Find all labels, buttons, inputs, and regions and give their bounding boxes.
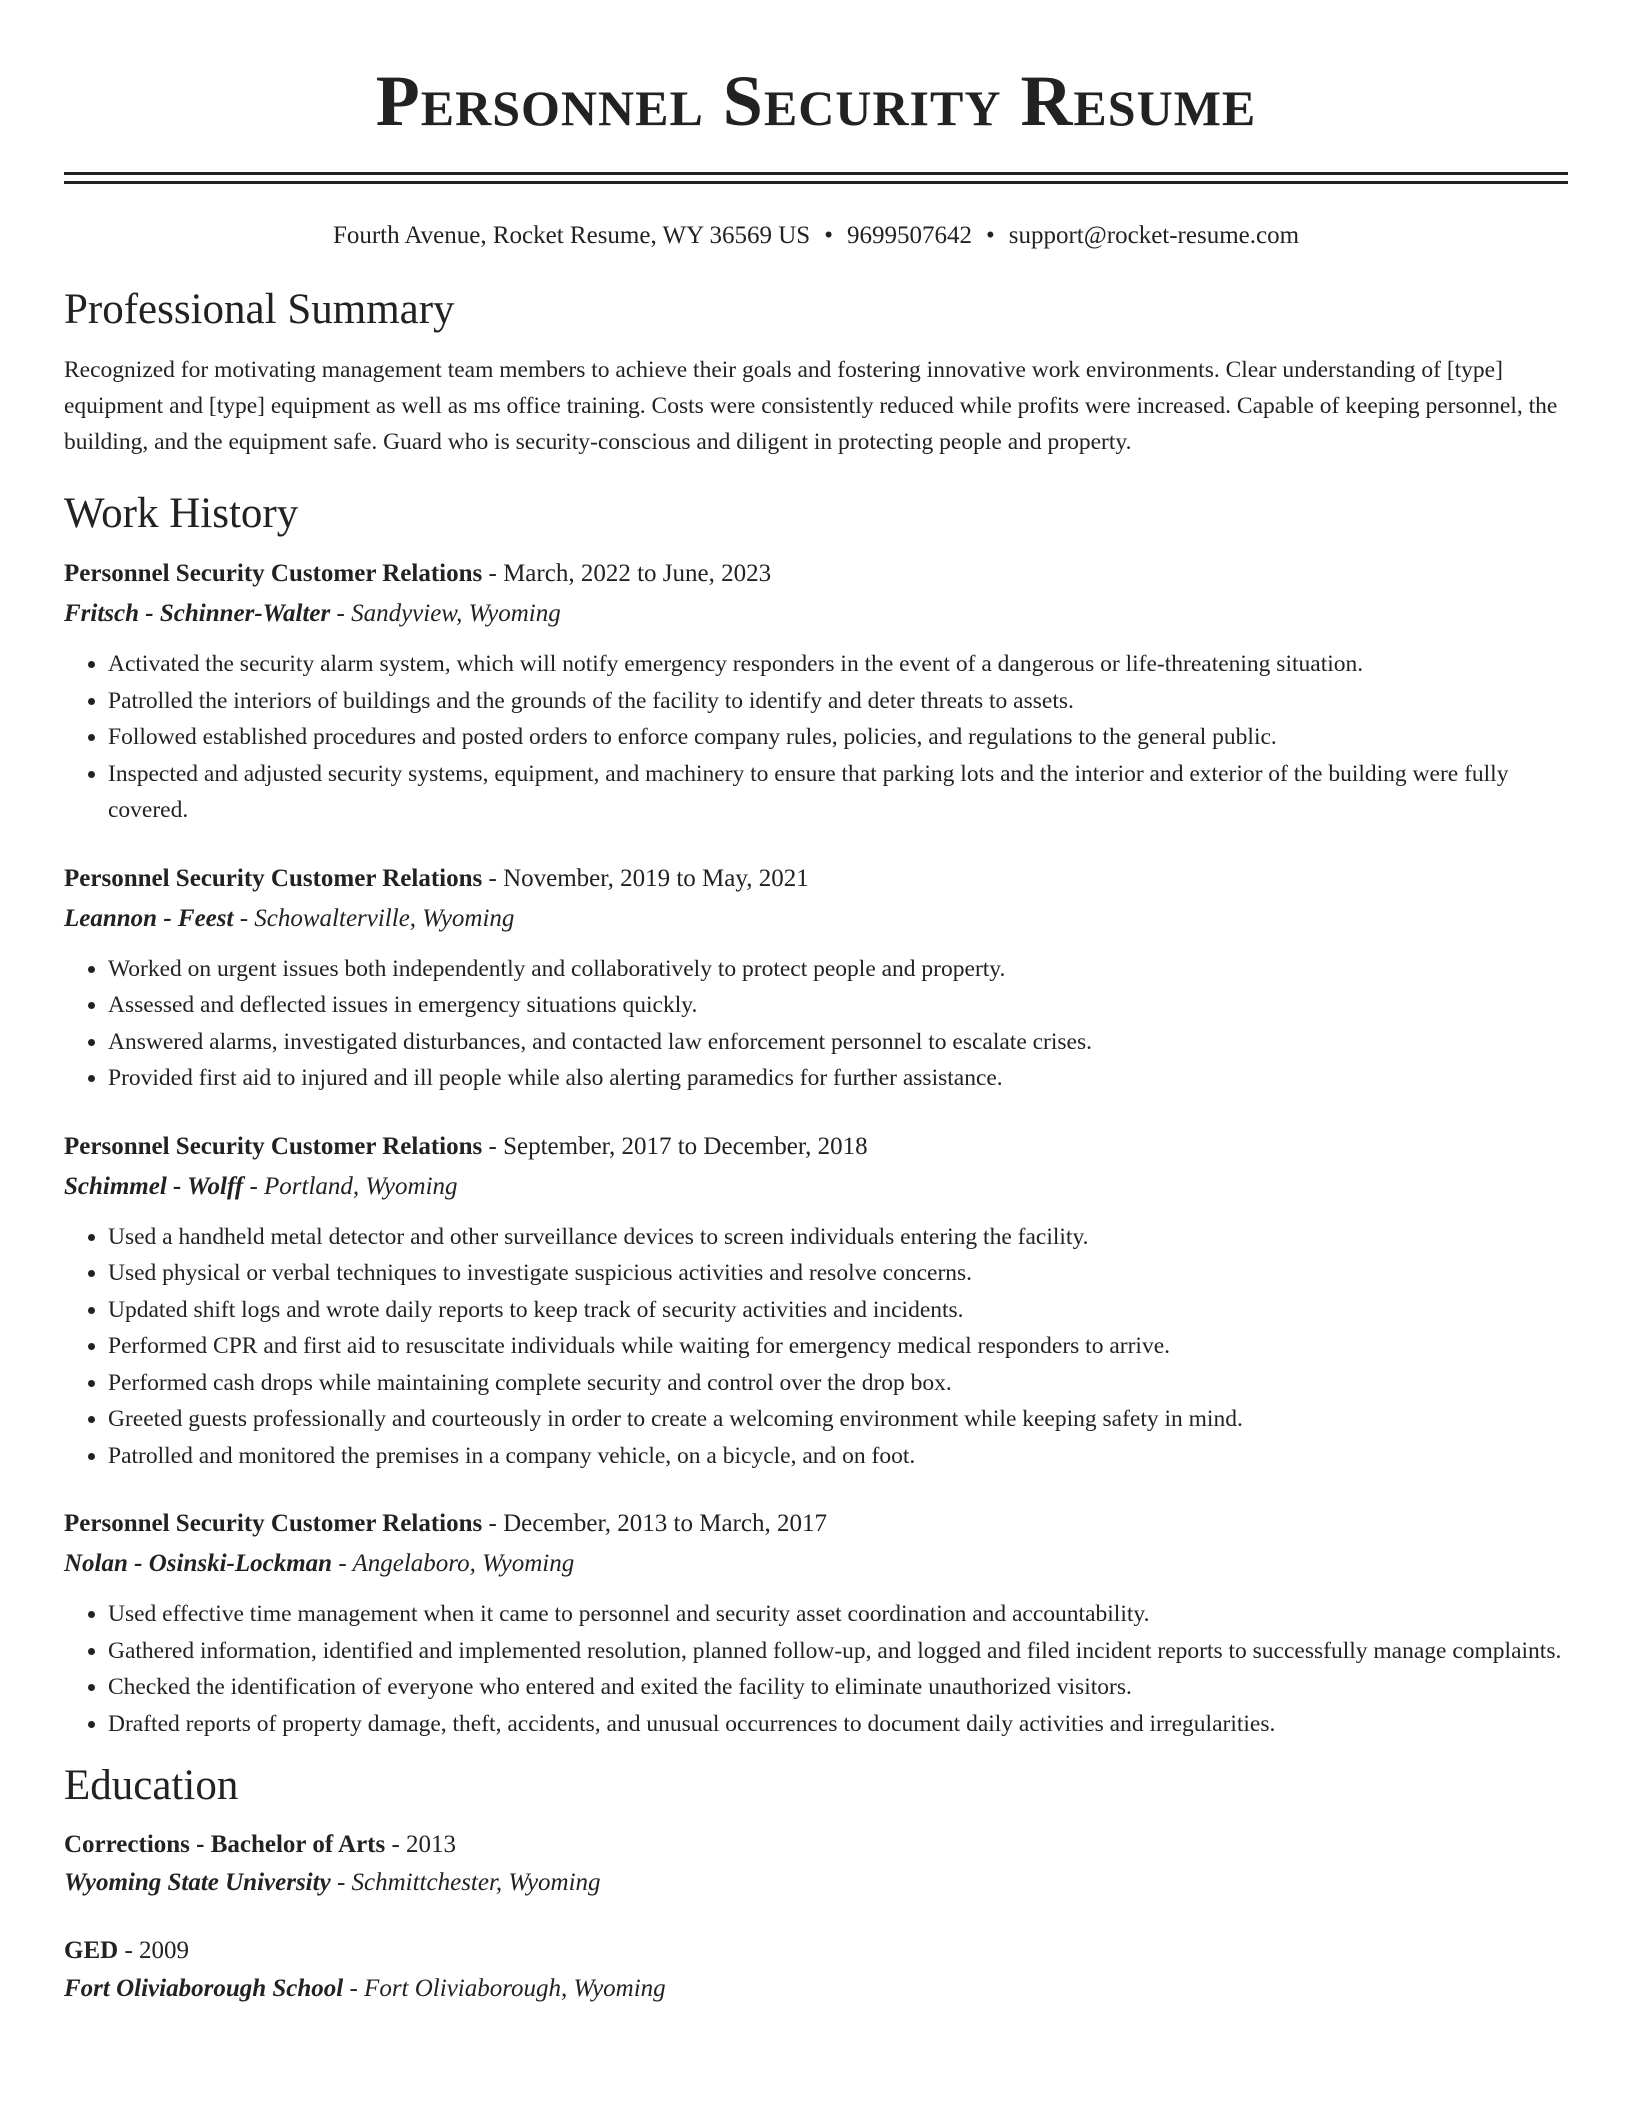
education-heading: Education — [64, 1762, 239, 1809]
job-duties — [64, 1219, 1568, 1475]
duty-item: • Updated shift logs and wrote daily reports to keep track of security activities and incidents. — [108, 1292, 1568, 1329]
summary-text: Recognized for motivating management team members to achieve their goals and fostering innovative work environments. Clear understanding of [type] equipment and [type] equipment as well as ms office training. Costs were consistently reduced while profits were increased. Capable of keeping personnel, the building, and the equipment safe. Guard who is security-conscious and diligent in protecting people and property. — [64, 357, 1558, 455]
title-divider-bottom — [64, 181, 1568, 184]
duty-item: • Assessed and deflected issues in emergency situations quickly. — [108, 987, 1568, 1024]
duty-item: • Drafted reports of property damage, theft, accidents, and unusual occurrences to document daily activities and irregularities. — [108, 1706, 1568, 1743]
job-employer — [64, 594, 1568, 634]
job-dates: - December, 2013 to March, 2017 — [482, 1510, 827, 1537]
duty-item: • Answered alarms, investigated disturbances, and contacted law enforcement personnel to escalate crises. — [108, 1024, 1568, 1061]
job-header — [64, 1504, 1568, 1544]
job-role: Personnel Security Customer Relations — [64, 1132, 483, 1160]
contact-phone: 9699507642 — [846, 222, 972, 249]
education-degree: GED — [64, 1937, 119, 1964]
summary-heading: Professional Summary — [64, 286, 455, 333]
job-location: - Schowalterville, Wyoming — [233, 904, 515, 932]
job-dates: - November, 2019 to May, 2021 — [482, 864, 809, 892]
duty-item: • Used physical or verbal techniques to investigate suspicious activities and resolve concerns. — [108, 1255, 1568, 1292]
duty-item: • Performed CPR and first aid to resuscitate individuals while waiting for emergency medical responders to arrive. — [108, 1328, 1568, 1365]
education-school: Wyoming State University — [64, 1869, 331, 1896]
job-entry — [64, 1127, 1568, 1475]
job-dates: - March, 2022 to June, 2023 — [482, 560, 772, 587]
education-location: - Fort Oliviaborough, Wyoming — [343, 1975, 666, 2002]
duty-item: • Used effective time management when it came to personnel and security asset coordination and accountability. — [108, 1596, 1568, 1633]
duty-item: • Patrolled the interiors of buildings and the grounds of the facility to identify and deter threats to assets. — [108, 683, 1568, 720]
job-duties — [64, 1596, 1568, 1742]
job-role: Personnel Security Customer Relations — [64, 1510, 483, 1537]
duty-item: • Checked the identification of everyone who entered and exited the facility to eliminate unauthorized visitors. — [108, 1669, 1568, 1706]
education-degree: Corrections - Bachelor of Arts — [64, 1831, 386, 1858]
duty-item: • Inspected and adjusted security systems, equipment, and machinery to ensure that parking lots and the interior and exterior of the building were fully covered. — [108, 756, 1568, 829]
job-dates: - September, 2017 to December, 2018 — [482, 1132, 868, 1160]
job-header — [64, 1127, 1568, 1167]
education-institution — [64, 1970, 1568, 2008]
job-location: - Sandyview, Wyoming — [330, 600, 561, 627]
education-year: - 2009 — [118, 1937, 190, 1964]
education-year: - 2013 — [385, 1831, 457, 1858]
job-employer — [64, 1167, 1568, 1207]
job-employer — [64, 1544, 1568, 1584]
job-entry — [64, 554, 1568, 829]
education-header — [64, 1826, 1568, 1864]
job-employer — [64, 899, 1568, 939]
job-header — [64, 554, 1568, 594]
duty-item: • Used a handheld metal detector and other surveillance devices to screen individuals entering the facility. — [108, 1219, 1568, 1256]
contact-address: Fourth Avenue, Rocket Resume, WY 36569 US — [332, 222, 811, 249]
job-company: Nolan - Osinski-Lockman — [64, 1550, 333, 1577]
duty-item: • Gathered information, identified and implemented resolution, planned follow-up, and logged and filed incident reports to successfully manage complaints. — [108, 1633, 1568, 1670]
job-company: Schimmel - Wolff — [64, 1172, 244, 1200]
work-history-heading: Work History — [64, 490, 299, 537]
job-company: Fritsch - Schinner-Walter — [64, 600, 331, 627]
contact-email: support@rocket-resume.com — [1008, 222, 1300, 249]
duty-item: • Provided first aid to injured and ill people while also alerting paramedics for further assistance. — [108, 1060, 1568, 1097]
education-school: Fort Oliviaborough School — [64, 1975, 344, 2002]
contact-separator: • — [985, 222, 995, 249]
education-entry — [64, 1932, 1568, 2008]
job-duties — [64, 646, 1568, 829]
duty-item: • Activated the security alarm system, which will notify emergency responders in the event of a dangerous or life-threatening situation. — [108, 646, 1568, 683]
duty-item: • Patrolled and monitored the premises in a company vehicle, on a bicycle, and on foot. — [108, 1438, 1568, 1475]
job-role: Personnel Security Customer Relations — [64, 560, 483, 587]
job-company: Leannon - Feest — [64, 904, 234, 932]
contact-separator: • — [824, 222, 833, 249]
contact-line — [64, 220, 1568, 252]
education-header — [64, 1932, 1568, 1970]
education-institution — [64, 1864, 1568, 1902]
duty-item: • Followed established procedures and posted orders to enforce company rules, policies, and regulations to the general public. — [108, 719, 1568, 756]
title-divider-top — [64, 172, 1568, 175]
job-location: - Portland, Wyoming — [243, 1172, 458, 1200]
resume-title: Personnel Security Resume — [375, 61, 1257, 141]
job-duties — [64, 951, 1568, 1097]
job-entry — [64, 859, 1568, 1097]
education-entry — [64, 1826, 1568, 1902]
education-location: - Schmittchester, Wyoming — [330, 1869, 601, 1896]
duty-item: • Greeted guests professionally and courteously in order to create a welcoming environment while keeping safety in mind. — [108, 1401, 1568, 1438]
job-header — [64, 859, 1568, 899]
job-role: Personnel Security Customer Relations — [64, 864, 483, 892]
duty-item: • Worked on urgent issues both independently and collaboratively to protect people and property. — [108, 951, 1568, 988]
duty-item: • Performed cash drops while maintaining complete security and control over the drop box. — [108, 1365, 1568, 1402]
job-entry — [64, 1504, 1568, 1742]
job-location: - Angelaboro, Wyoming — [332, 1550, 575, 1577]
